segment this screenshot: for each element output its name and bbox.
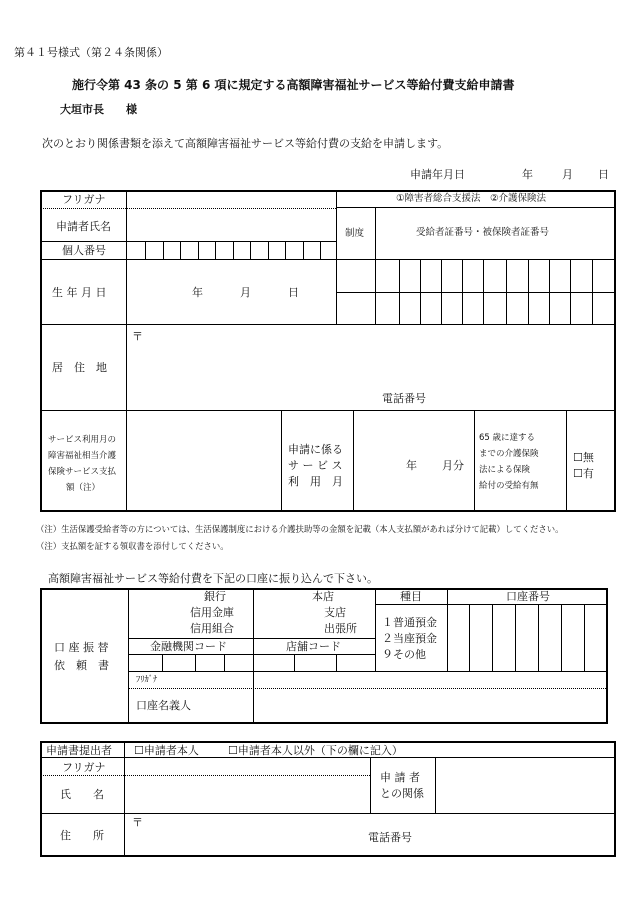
law-options: ①障害者総合支援法 ②介護保険法 <box>396 193 547 204</box>
postal-mark: 〒 <box>132 330 143 343</box>
type-ordinary: １普通預金 <box>382 616 437 629</box>
submitter-name-label: 氏 名 <box>60 788 104 801</box>
submitter-furigana-label: フリガナ <box>62 761 106 774</box>
care-amount-line-3: 保険サービス支払 <box>48 467 117 477</box>
applicant-name-label: 申請者氏名 <box>56 220 111 233</box>
type-other: ９その他 <box>382 648 426 661</box>
sub-branch-label: 出張所 <box>324 622 357 635</box>
age65-line-3: 法による保険 <box>479 465 531 475</box>
receipt-yes-checkbox[interactable]: ☐有 <box>573 467 594 480</box>
system-label: 制度 <box>345 228 365 239</box>
branch-code-label: 店舗コード <box>286 640 341 653</box>
furigana-label: フリガナ <box>62 193 106 206</box>
credit-union-label: 信用組合 <box>190 622 234 635</box>
birth-year: 年 <box>192 286 203 299</box>
submitter-label: 申請書提出者 <box>46 744 112 757</box>
addressee: 大垣市長 様 <box>60 103 137 116</box>
care-amount-line-1: サービス利用月の <box>48 435 117 445</box>
cert-number-label: 受給者証番号・被保険者証番号 <box>416 227 550 238</box>
apply-date-label: 申請年月日 <box>410 168 465 181</box>
submitter-table <box>40 741 616 857</box>
care-amount-line-2: 障害福祉相当介護 <box>48 451 117 461</box>
submitter-other-checkbox[interactable]: ☐申請者本人以外（下の欄に記入） <box>228 744 403 757</box>
transfer-request-line-2: 依 頼 書 <box>54 659 109 672</box>
relation-line-2: との関係 <box>380 787 424 800</box>
apply-date-day: 日 <box>598 168 609 181</box>
service-month-line-1: 申請に係る <box>288 443 343 456</box>
service-month: 月分 <box>442 459 464 472</box>
account-number-label: 口座番号 <box>506 590 550 603</box>
submitter-self-checkbox[interactable]: ☐申請者本人 <box>134 744 199 757</box>
address-label: 居 住 地 <box>52 361 107 374</box>
submitter-address-label: 住 所 <box>60 829 104 842</box>
birth-day: 日 <box>288 286 299 299</box>
type-checking: ２当座預金 <box>382 632 437 645</box>
transfer-request-line-1: 口 座 振 替 <box>54 641 109 654</box>
apply-date-year: 年 <box>522 168 533 181</box>
credit-bank-label: 信用金庫 <box>190 606 234 619</box>
institution-code-label: 金融機関コード <box>150 640 227 653</box>
bank-intro: 高額障害福祉サービス等給付費を下記の口座に振り込んで下さい。 <box>48 572 378 585</box>
service-month-line-2: サ ー ビ ス <box>288 459 343 472</box>
phone-label: 電話番号 <box>382 392 426 405</box>
service-year: 年 <box>406 459 417 472</box>
main-branch-label: 本店 <box>312 590 334 603</box>
service-month-line-3: 利 用 月 <box>288 475 343 488</box>
relation-line-1: 申 請 者 <box>380 771 420 784</box>
branch-label: 支店 <box>324 606 346 619</box>
personal-number-label: 個人番号 <box>62 244 106 257</box>
age65-line-1: 65 歳に達する <box>479 433 536 443</box>
age65-line-4: 給付の受給有無 <box>479 481 539 491</box>
note-1: （注）生活保護受給者等の方については、生活保護制度における介護扶助等の金額を記載（本人支払額があれば分けて記載）してください。 <box>36 524 564 534</box>
holder-kana-label: ﾌﾘｶﾞﾅ <box>136 675 158 685</box>
form-number: 第４１号様式（第２４条関係） <box>14 46 168 59</box>
age65-line-2: までの介護保険 <box>479 449 539 459</box>
submitter-postal-mark: 〒 <box>132 816 143 829</box>
apply-date-month: 月 <box>562 168 573 181</box>
submitter-phone-label: 電話番号 <box>368 831 412 844</box>
receipt-none-checkbox[interactable]: ☐無 <box>573 451 594 464</box>
care-amount-line-4: 額（注） <box>66 483 101 493</box>
account-type-label: 種目 <box>400 590 422 603</box>
page-title: 施行令第 43 条の 5 第 6 項に規定する高額障害福祉サービス等給付費支給申請書 <box>72 78 515 92</box>
furigana-separator <box>40 208 336 209</box>
note-2: （注）支払額を証する領収書を添付してください。 <box>36 541 229 551</box>
birth-date-label: 生 年 月 日 <box>52 286 107 299</box>
birth-month: 月 <box>240 286 251 299</box>
bank-label: 銀行 <box>204 590 226 603</box>
account-holder-label: 口座名義人 <box>136 699 191 712</box>
intro-text: 次のとおり関係書類を添えて高額障害福祉サービス等給付費の支給を申請します。 <box>42 137 449 150</box>
